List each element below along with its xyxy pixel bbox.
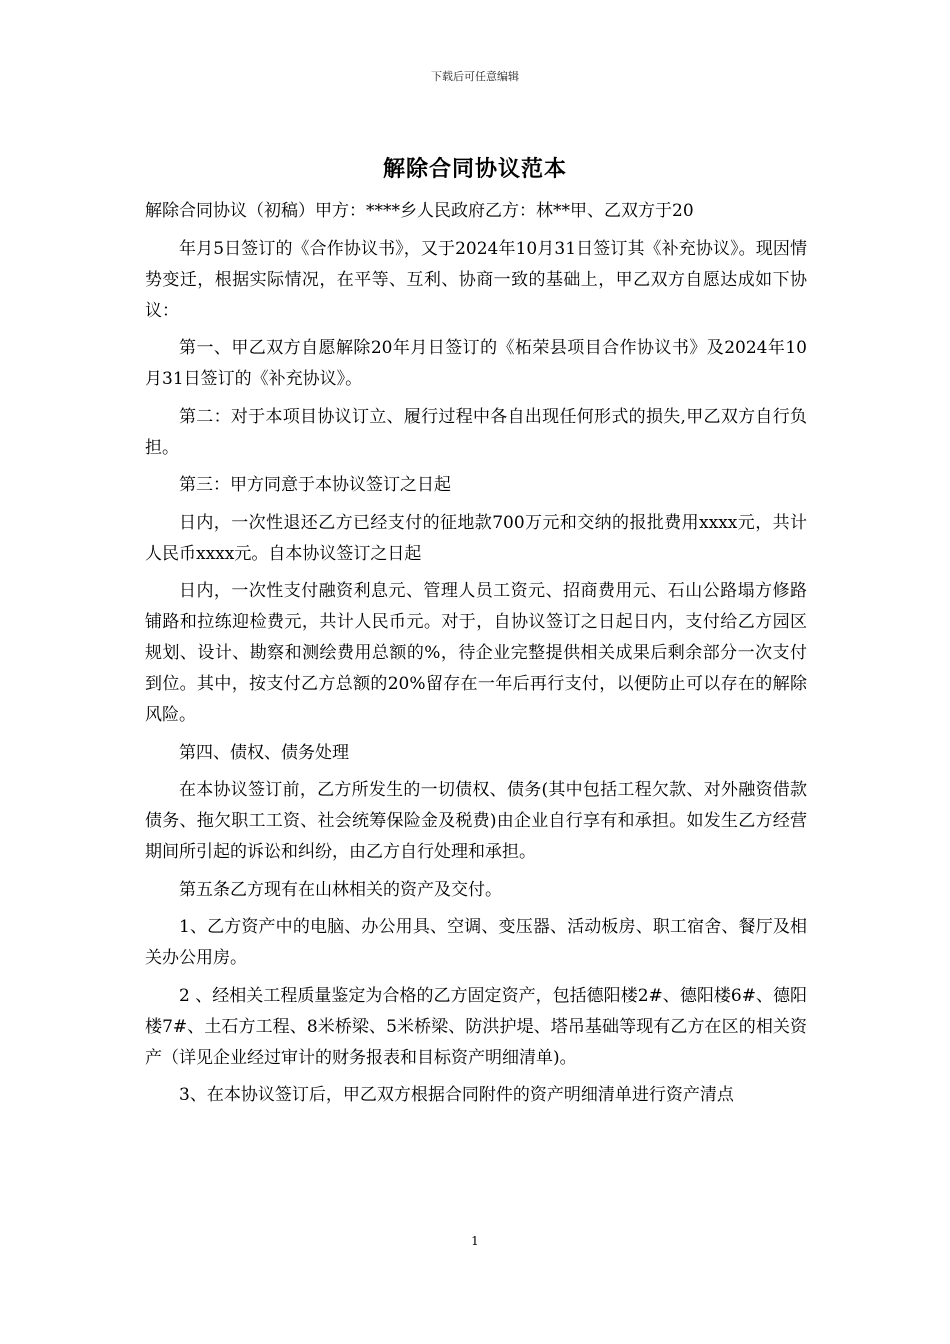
paragraph: 3、在本协议签订后，甲乙双方根据合同附件的资产明细清单进行资产清点 [179,1085,734,1105]
paragraph: 日内，一次性支付融资利息元、管理人员工资元、招商费用元、石山公路塌方修路铺路和拉练迎检费元，共计人民币元。对于，自协议签订之日起日内，支付给乙方园区规划、设计、勘察和测绘费用总额的%，待企业完整提供相关成果后剩余部分一次支付到位。其中，按支付乙方总额的20%留存在一年后再行支付，以便防止可以存在的解除风险。 [145,581,807,725]
paragraph: 第二：对于本项目协议订立、履行过程中各自出现任何形式的损失,甲乙双方自行负担。 [145,406,807,458]
paragraph: 日内，一次性退还乙方已经支付的征地款700万元和交纳的报批费用xxxx元，共计人民币xxxx元。自本协议签订之日起 [145,512,807,564]
page-number: 1 [471,1234,479,1248]
paragraph: 在本协议签订前，乙方所发生的一切债权、债务(其中包括工程欠款、对外融资借款债务、拖欠职工工资、社会统筹保险金及税费)由企业自行享有和承担。如发生乙方经营期间所引起的诉讼和纠纷，由乙方自行处理和承担。 [145,780,807,862]
paragraph: 1、乙方资产中的电脑、办公用具、空调、变压器、活动板房、职工宿舍、餐厅及相关办公用房。 [145,917,807,968]
paragraph: 第五条乙方现有在山林相关的资产及交付。 [179,879,502,900]
paragraph: 解除合同协议（初稿）甲方：****乡人民政府乙方：林**甲、乙双方于20 [145,201,694,221]
paragraph: 第四、债权、债务处理 [179,742,349,763]
document-title: 解除合同协议范本 [382,156,567,182]
paragraph: 年月5日签订的《合作协议书》，又于2024年10月31日签订其《补充协议》。现因情势变迁，根据实际情况，在平等、互利、协商一致的基础上，甲乙双方自愿达成如下协议： [145,238,807,321]
document-body [145,196,807,1118]
paragraph: 2 、经相关工程质量鉴定为合格的乙方固定资产，包括德阳楼2#、德阳楼6#、德阳楼7#、土石方工程、8米桥梁、5米桥梁、防洪护堤、塔吊基础等现有乙方在区的相关资产（详见企业经过审计的财务报表和目标资产明细清单)。 [145,985,807,1068]
paragraph: 第三：甲方同意于本协议签订之日起 [179,475,451,495]
header-note: 下载后可任意编辑 [431,70,519,83]
paragraph: 第一、甲乙双方自愿解除20年月日签订的《柘荣县项目合作协议书》及2024年10月31日签订的《补充协议》。 [145,338,807,389]
